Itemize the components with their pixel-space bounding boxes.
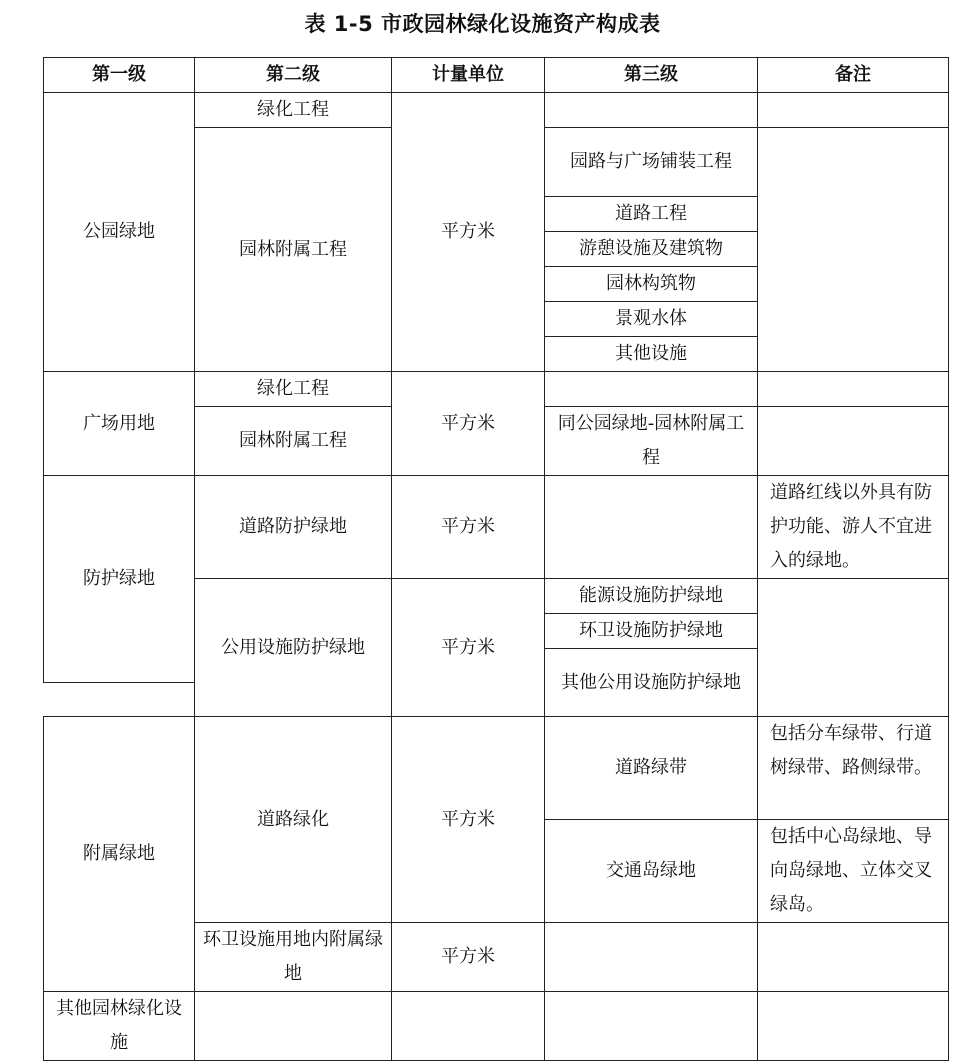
protection-utility-note xyxy=(758,579,949,717)
affiliated-level1: 附属绿地 xyxy=(44,717,195,992)
park-greening: 绿化工程 xyxy=(195,93,392,128)
affiliated-belt: 道路绿带 xyxy=(545,717,758,820)
table-row xyxy=(44,476,949,510)
protection-item-other: 其他公用设施防护绿地 xyxy=(545,649,758,717)
affiliated-island-note: 包括中心岛绿地、导向岛绿地、立体交叉绿岛。 xyxy=(758,820,949,923)
protection-item-sanitation: 环卫设施防护绿地 xyxy=(545,614,758,649)
other-level2 xyxy=(195,992,392,1061)
park-unit: 平方米 xyxy=(392,93,545,372)
affiliated-sanitation: 环卫设施用地内附属绿地 xyxy=(195,923,392,992)
table-row xyxy=(44,717,949,752)
header-note: 备注 xyxy=(758,58,949,93)
table-title: 表 1-5 市政园林绿化设施资产构成表 xyxy=(304,12,661,36)
affiliated-sanitation-note xyxy=(758,923,949,992)
park-greening-level3 xyxy=(545,93,758,128)
protection-level1: 防护绿地 xyxy=(44,476,195,683)
protection-utility: 公用设施防护绿地 xyxy=(195,579,392,717)
park-item-structures: 园林构筑物 xyxy=(545,267,758,302)
protection-item-energy: 能源设施防护绿地 xyxy=(545,579,758,614)
square-unit: 平方米 xyxy=(392,372,545,476)
other-level3 xyxy=(545,992,758,1061)
square-attached: 园林附属工程 xyxy=(195,407,392,476)
affiliated-road-greening: 道路绿化 xyxy=(195,717,392,923)
affiliated-sanitation-level3 xyxy=(545,923,758,992)
square-level1: 广场用地 xyxy=(44,372,195,476)
other-level1: 其他园林绿化设施 xyxy=(44,992,195,1061)
other-note xyxy=(758,992,949,1061)
affiliated-island: 交通岛绿地 xyxy=(545,820,758,923)
header-level2: 第二级 xyxy=(195,58,392,93)
protection-road-unit: 平方米 xyxy=(392,476,545,579)
square-attached-note xyxy=(758,407,949,476)
park-level1: 公园绿地 xyxy=(44,93,195,372)
square-greening-note xyxy=(758,372,949,407)
square-same-as: 同公园绿地-园林附属工程 xyxy=(545,407,758,476)
protection-utility-unit: 平方米 xyxy=(392,579,545,717)
park-item-other: 其他设施 xyxy=(545,337,758,372)
affiliated-road-unit: 平方米 xyxy=(392,717,545,923)
asset-composition-table xyxy=(43,57,949,1061)
park-item-road: 道路工程 xyxy=(545,197,758,232)
square-greening: 绿化工程 xyxy=(195,372,392,407)
park-greening-note xyxy=(758,93,949,128)
affiliated-sanitation-unit: 平方米 xyxy=(392,923,545,992)
header-unit: 计量单位 xyxy=(392,58,545,93)
affiliated-belt-note: 包括分车绿带、行道树绿带、路侧绿带。 xyxy=(758,717,949,820)
protection-road-level3 xyxy=(545,476,758,579)
park-item-paving: 园路与广场铺装工程 xyxy=(545,128,758,197)
other-unit xyxy=(392,992,545,1061)
table-row xyxy=(44,992,949,1027)
header-level1: 第一级 xyxy=(44,58,195,93)
park-item-water: 景观水体 xyxy=(545,302,758,337)
table-row xyxy=(44,372,949,407)
header-level3: 第三级 xyxy=(545,58,758,93)
header-row xyxy=(44,58,949,93)
protection-road: 道路防护绿地 xyxy=(195,476,392,579)
park-attached: 园林附属工程 xyxy=(195,128,392,372)
table-row xyxy=(44,93,949,128)
park-item-recreation: 游憩设施及建筑物 xyxy=(545,232,758,267)
protection-road-note: 道路红线以外具有防护功能、游人不宜进入的绿地。 xyxy=(758,476,949,579)
square-greening-level3 xyxy=(545,372,758,407)
park-attached-note xyxy=(758,128,949,372)
